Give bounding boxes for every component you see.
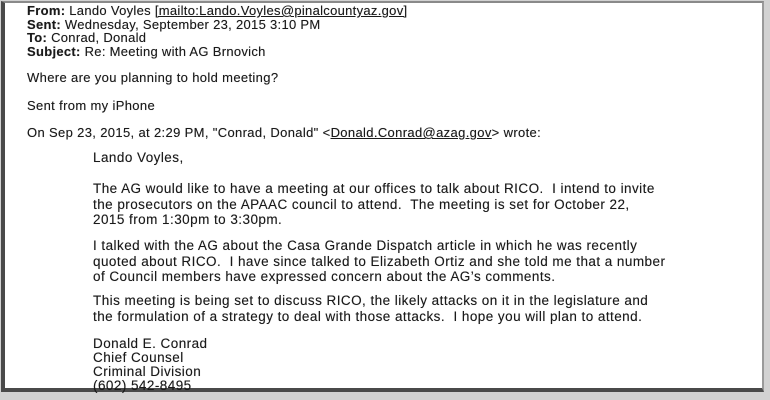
header-sent-row: [27, 18, 407, 32]
quoted-salutation: Lando Voyles,: [93, 150, 184, 165]
signature-division: Criminal Division: [93, 364, 202, 379]
quoted-email-link[interactable]: Donald.Conrad@azag.gov: [330, 125, 492, 140]
to-value: Conrad, Donald: [51, 30, 147, 45]
quoted-paragraph-1: [93, 181, 655, 228]
from-label: From:: [27, 3, 66, 18]
email-document-page: [1, 1, 764, 392]
quoted-paragraph-line: This meeting is being set to discuss RICO, the likely attacks on it in the legislature and: [93, 293, 649, 308]
quote-intro-line: [27, 125, 541, 140]
quoted-paragraph-line: The AG would like to have a meeting at our offices to talk about RICO. I intend to invite: [93, 181, 655, 196]
email-signature-block: [93, 337, 208, 393]
from-value: Lando Voyles: [69, 3, 151, 18]
quote-intro-prefix: On Sep 23, 2015, at 2:29 PM, "Conrad, Donald" <: [27, 125, 331, 140]
mobile-signature-line: Sent from my iPhone: [27, 98, 156, 113]
quoted-paragraph-line: the prosecutors on the APAAC council to attend. The meeting is set for October 22,: [93, 196, 630, 212]
body-question-line: Where are you planning to hold meeting?: [27, 70, 279, 85]
quoted-paragraph-line: 2015 from 1:30pm to 3:30pm.: [93, 212, 283, 227]
quoted-paragraph-line: I talked with the AG about the Casa Grande Dispatch article in which he was recently: [93, 238, 638, 253]
header-from-row: [27, 4, 407, 18]
quoted-paragraph-3: [93, 293, 648, 324]
subject-label: Subject:: [27, 43, 81, 59]
signature-title: Chief Counsel: [93, 350, 184, 365]
from-mailto-link[interactable]: [mailto:Lando.Voyles@pinalcountyaz.gov]: [154, 3, 408, 18]
subject-value: Re: Meeting with AG Brnovich: [84, 43, 266, 59]
quoted-paragraph-line: of Council members have expressed concern about the AG’s comments.: [93, 269, 556, 284]
quoted-paragraph-line: quoted about RICO. I have since talked to Elizabeth Ortiz and she told me that a number: [93, 253, 666, 269]
signature-name: Donald E. Conrad: [93, 336, 208, 351]
signature-phone: (602) 542-8495: [93, 378, 192, 393]
header-subject-row: [27, 45, 407, 59]
quoted-paragraph-2: [93, 238, 665, 285]
sent-label: Sent:: [27, 16, 61, 32]
quote-intro-suffix: > wrote:: [491, 125, 542, 140]
to-label: To:: [27, 30, 48, 45]
sent-value: Wednesday, September 23, 2015 3:10 PM: [64, 16, 321, 32]
header-to-row: [27, 31, 407, 45]
email-header-block: [27, 4, 407, 58]
quoted-paragraph-line: the formulation of a strategy to deal with those attacks. I hope you will plan to attend.: [93, 308, 643, 324]
